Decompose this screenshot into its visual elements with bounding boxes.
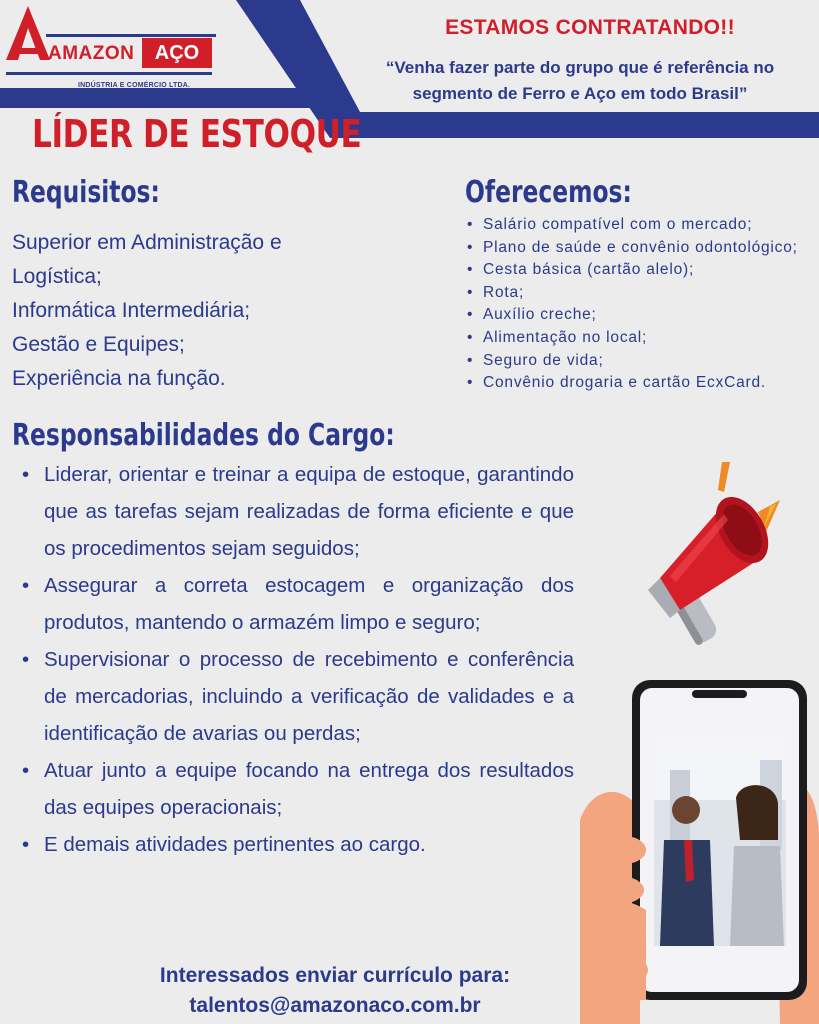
offer-item: • Convênio drogaria e cartão EcxCard. <box>467 372 817 395</box>
offer-item: • Auxílio creche; <box>467 304 817 327</box>
quote-line-2: segmento de Ferro e Aço em todo Brasil” <box>412 84 748 103</box>
offers-title: Oferecemos: <box>465 175 632 210</box>
footer-cta: Interessados enviar currículo para: <box>159 964 511 987</box>
offer-item: • Rota; <box>467 282 817 305</box>
requirement-line: Logística; <box>12 265 102 288</box>
requirement-line: Informática Intermediária; <box>12 299 251 322</box>
offers-list <box>467 214 817 395</box>
offer-item: • Cesta básica (cartão alelo); <box>467 259 817 282</box>
requirement-line: Experiência na função. <box>12 367 226 390</box>
offer-item: • Alimentação no local; <box>467 327 817 350</box>
responsibility-item: • Liderar, orientar e treinar a equipa de estoque, garantindo que as tarefas sejam realizadas de forma eficiente e que os procedimentos sejam seguidos; <box>22 456 574 567</box>
logo-line-top <box>46 34 216 37</box>
quote-line-1: “Venha fazer parte do grupo que é referência no <box>385 58 775 77</box>
megaphone-icon <box>640 460 790 660</box>
requirements-list <box>12 226 412 396</box>
responsibility-item: • E demais atividades pertinentes ao cargo. <box>22 826 574 863</box>
offer-item: • Salário compatível com o mercado; <box>467 214 817 237</box>
responsibility-item: • Supervisionar o processo de recebimento e conferência de mercadorias, incluindo a verificação de validades e a identificação de avarias ou perdas; <box>22 641 574 752</box>
responsibilities-list <box>22 456 574 863</box>
logo-line-bottom <box>6 72 212 75</box>
logo-box: AÇO <box>142 38 212 68</box>
smartphone-icon <box>580 670 819 1024</box>
requirement-line: Gestão e Equipes; <box>12 333 185 356</box>
requirement-line: Superior em Administração e <box>12 231 282 254</box>
logo-subtitle: INDÚSTRIA E COMÉRCIO LTDA. <box>78 82 191 89</box>
header-quote <box>345 55 815 107</box>
requirements-title: Requisitos: <box>12 175 160 210</box>
footer-contact <box>100 961 570 1021</box>
offer-item: • Seguro de vida; <box>467 350 817 373</box>
responsibility-item: • Assegurar a correta estocagem e organização dos produtos, mantendo o armazém limpo e seguro; <box>22 567 574 641</box>
offer-item: • Plano de saúde e convênio odontológico; <box>467 237 817 260</box>
hiring-headline: ESTAMOS CONTRATANDO!! <box>445 16 735 39</box>
contact-email[interactable]: talentos@amazonaco.com.br <box>189 994 481 1017</box>
responsibility-item: • Atuar junto a equipe focando na entrega dos resultados das equipes operacionais; <box>22 752 574 826</box>
company-logo <box>6 4 216 92</box>
job-title: LÍDER DE ESTOQUE <box>32 112 362 156</box>
responsibilities-title: Responsabilidades do Cargo: <box>12 418 395 453</box>
logo-name: AMAZON <box>48 43 135 64</box>
